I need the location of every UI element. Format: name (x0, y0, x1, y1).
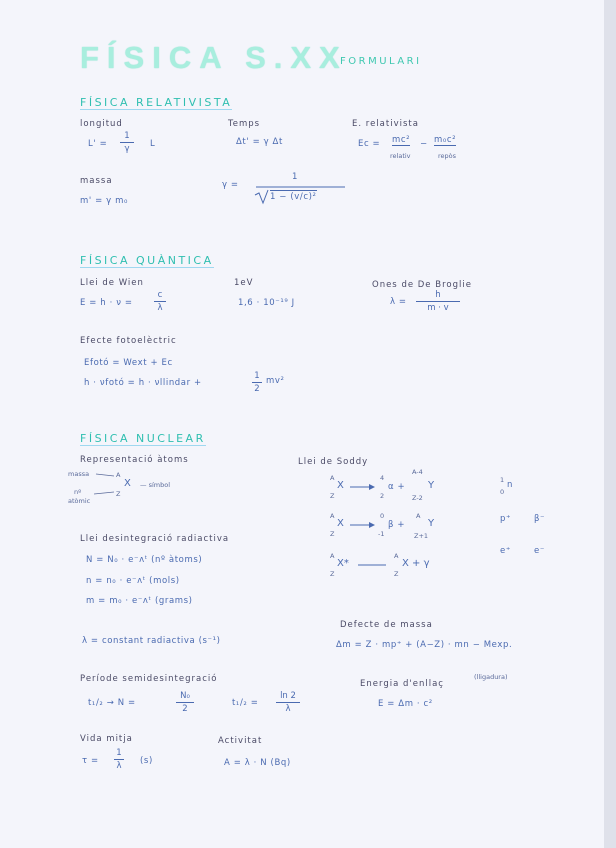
beta-minus-symbol: β⁻ (534, 514, 546, 524)
fraction-numerator: h (435, 290, 441, 300)
fraction-numerator: N₀ (180, 691, 190, 701)
formula-desint-atoms: N = N₀ · e⁻ᴧᵗ (nº àtoms) (86, 555, 203, 565)
soddy-r1-alpha: α + (388, 482, 406, 492)
section-heading-quantica: FÍSICA QUÀNTICA (80, 254, 214, 267)
formula-temps: Δt' = γ Δt (236, 137, 283, 147)
soddy-r3-A: A (330, 552, 335, 560)
soddy-r3-x-excited: X* (337, 558, 349, 569)
soddy-r1-Z2: Z-2 (412, 494, 423, 502)
formula-gamma-den: 1 − (v/c)² (270, 192, 317, 202)
fraction-periode-2 (276, 691, 300, 714)
label-periode: Període semidesintegració (80, 674, 218, 684)
note-atomic: atòmic (68, 497, 91, 505)
note-natom: nº (74, 488, 82, 496)
soddy-r2-A: A (330, 512, 335, 520)
electron-symbol: e⁻ (534, 546, 545, 556)
neutron-mass: 1 (500, 476, 505, 484)
note-simbol: — símbol (140, 481, 170, 489)
formula-energia-term2: m₀c² (434, 135, 457, 145)
fraction-denominator: λ (116, 761, 122, 771)
fraction-denominator: 2 (254, 384, 260, 394)
formula-defecte-massa: Δm = Z · mp⁺ + (A−Z) · mn − Mexp. (336, 640, 513, 650)
fraction-denominator: λ (157, 303, 163, 313)
fraction-denominator: γ (124, 144, 130, 154)
fraction-numerator: c (157, 290, 163, 300)
formula-periode-2: t₁/₂ = (232, 698, 259, 708)
fraction-numerator: ln 2 (280, 691, 296, 701)
formula-energia-enllac: E = Δm · c² (378, 699, 433, 709)
section-heading-nuclear: FÍSICA NUCLEAR (80, 432, 206, 445)
note-relativ: relativ (390, 152, 411, 160)
label-representacio: Representació àtoms (80, 455, 189, 465)
soddy-r2-0: 0 (380, 512, 385, 520)
formula-fotoelectric-tail: mv² (266, 376, 285, 386)
soddy-r1-4: 4 (380, 474, 385, 482)
label-activitat: Activitat (218, 736, 263, 746)
label-vida-mitja: Vida mitja (80, 734, 133, 744)
label-defecte-massa: Defecte de massa (340, 620, 433, 630)
label-soddy: Llei de Soddy (298, 457, 369, 467)
soddy-r2-x: X (337, 518, 344, 529)
fraction-numerator: 1 (116, 748, 122, 758)
label-wien: Llei de Wien (80, 278, 144, 288)
soddy-r1-A4: A-4 (412, 468, 423, 476)
soddy-r2-Z1: Z+1 (414, 532, 429, 540)
positron-symbol: e⁺ (500, 546, 511, 556)
soddy-r1-Z: Z (330, 492, 335, 500)
soddy-r3-x-gamma: X + γ (402, 558, 430, 569)
formula-activitat: A = λ · N (Bq) (224, 758, 291, 768)
soddy-r2-y: Y (428, 518, 435, 529)
fraction-denominator: λ (285, 704, 291, 714)
label-longitud: longitud (80, 119, 123, 129)
fraction-numerator: 1 (254, 371, 260, 381)
neutron-charge: 0 (500, 488, 505, 496)
formula-vida-tail: (s) (140, 756, 153, 766)
repr-symbol-x: X (124, 478, 131, 489)
repr-mass-number: A (116, 471, 121, 479)
page-subtitle: FORMULARI (340, 56, 422, 67)
note-massa: massa (68, 470, 90, 478)
soddy-r1-y: Y (428, 480, 435, 491)
fraction-denominator: m · v (427, 303, 449, 313)
formula-massa: m' = γ m₀ (80, 196, 128, 206)
label-energia-enllac: Energia d'enllaç (360, 679, 444, 689)
soddy-r1-A: A (330, 474, 335, 482)
soddy-r2-Z: Z (330, 530, 335, 538)
label-fotoelectric: Efecte fotoelèctric (80, 336, 177, 346)
formula-lambda: λ = constant radiactiva (s⁻¹) (82, 636, 221, 646)
soddy-r3-A2: A (394, 552, 399, 560)
label-massa: massa (80, 176, 113, 186)
formula-desint-grams: m = m₀ · e⁻ᴧᵗ (grams) (86, 596, 193, 606)
formula-gamma-lhs: γ = (222, 180, 239, 190)
label-broglie: Ones de De Broglie (372, 280, 472, 290)
formula-broglie-lhs: λ = (390, 297, 407, 307)
page-edge (604, 0, 616, 848)
formula-longitud-lhs: L' = (88, 139, 108, 149)
note-repos: repòs (438, 152, 457, 160)
formula-wien-lhs: E = h · ν = (80, 298, 133, 308)
soddy-r3-Z2: Z (394, 570, 399, 578)
label-desintegracio: Llei desintegració radiactiva (80, 534, 230, 544)
formula-energia-lhs: Ec = (358, 139, 381, 149)
note-lligadura: (lligadura) (474, 673, 508, 681)
soddy-r2-beta: β + (388, 520, 406, 530)
soddy-r1-2: 2 (380, 492, 385, 500)
soddy-r1-x: X (337, 480, 344, 491)
page-title: FÍSICA S.XX (80, 40, 348, 75)
formula-gamma-num: 1 (292, 172, 299, 182)
formula-energia-minus: − (420, 139, 428, 149)
fraction-numerator: 1 (124, 131, 130, 141)
fraction-periode-1 (176, 691, 194, 714)
formula-longitud-tail: L (150, 139, 156, 149)
label-energia-relativista: E. relativista (352, 119, 419, 129)
soddy-r2-m1: -1 (378, 530, 385, 538)
label-temps: Temps (228, 119, 261, 129)
fraction-vida (114, 748, 124, 771)
formula-energia-term1: mc² (392, 135, 411, 145)
section-heading-relativista: FÍSICA RELATIVISTA (80, 96, 233, 109)
formula-vida-lhs: τ = (82, 756, 99, 766)
neutron-symbol: n (507, 480, 513, 490)
formula-fotoelectric-1: Efotó = Wext + Ec (84, 358, 173, 368)
fraction-denominator: 2 (182, 704, 188, 714)
formula-periode-1: t₁/₂ → N = (88, 698, 136, 708)
label-ev: 1eV (234, 278, 254, 288)
soddy-r3-Z: Z (330, 570, 335, 578)
formula-ev: 1,6 · 10⁻¹⁹ J (238, 298, 295, 308)
formula-desint-mols: n = n₀ · e⁻ᴧᵗ (mols) (86, 576, 180, 586)
soddy-r2-A2: A (416, 512, 421, 520)
repr-atomic-number: Z (116, 490, 121, 498)
formula-fotoelectric-2: h · νfotó = h · νllindar + (84, 378, 202, 388)
proton-symbol: p⁺ (500, 514, 512, 524)
